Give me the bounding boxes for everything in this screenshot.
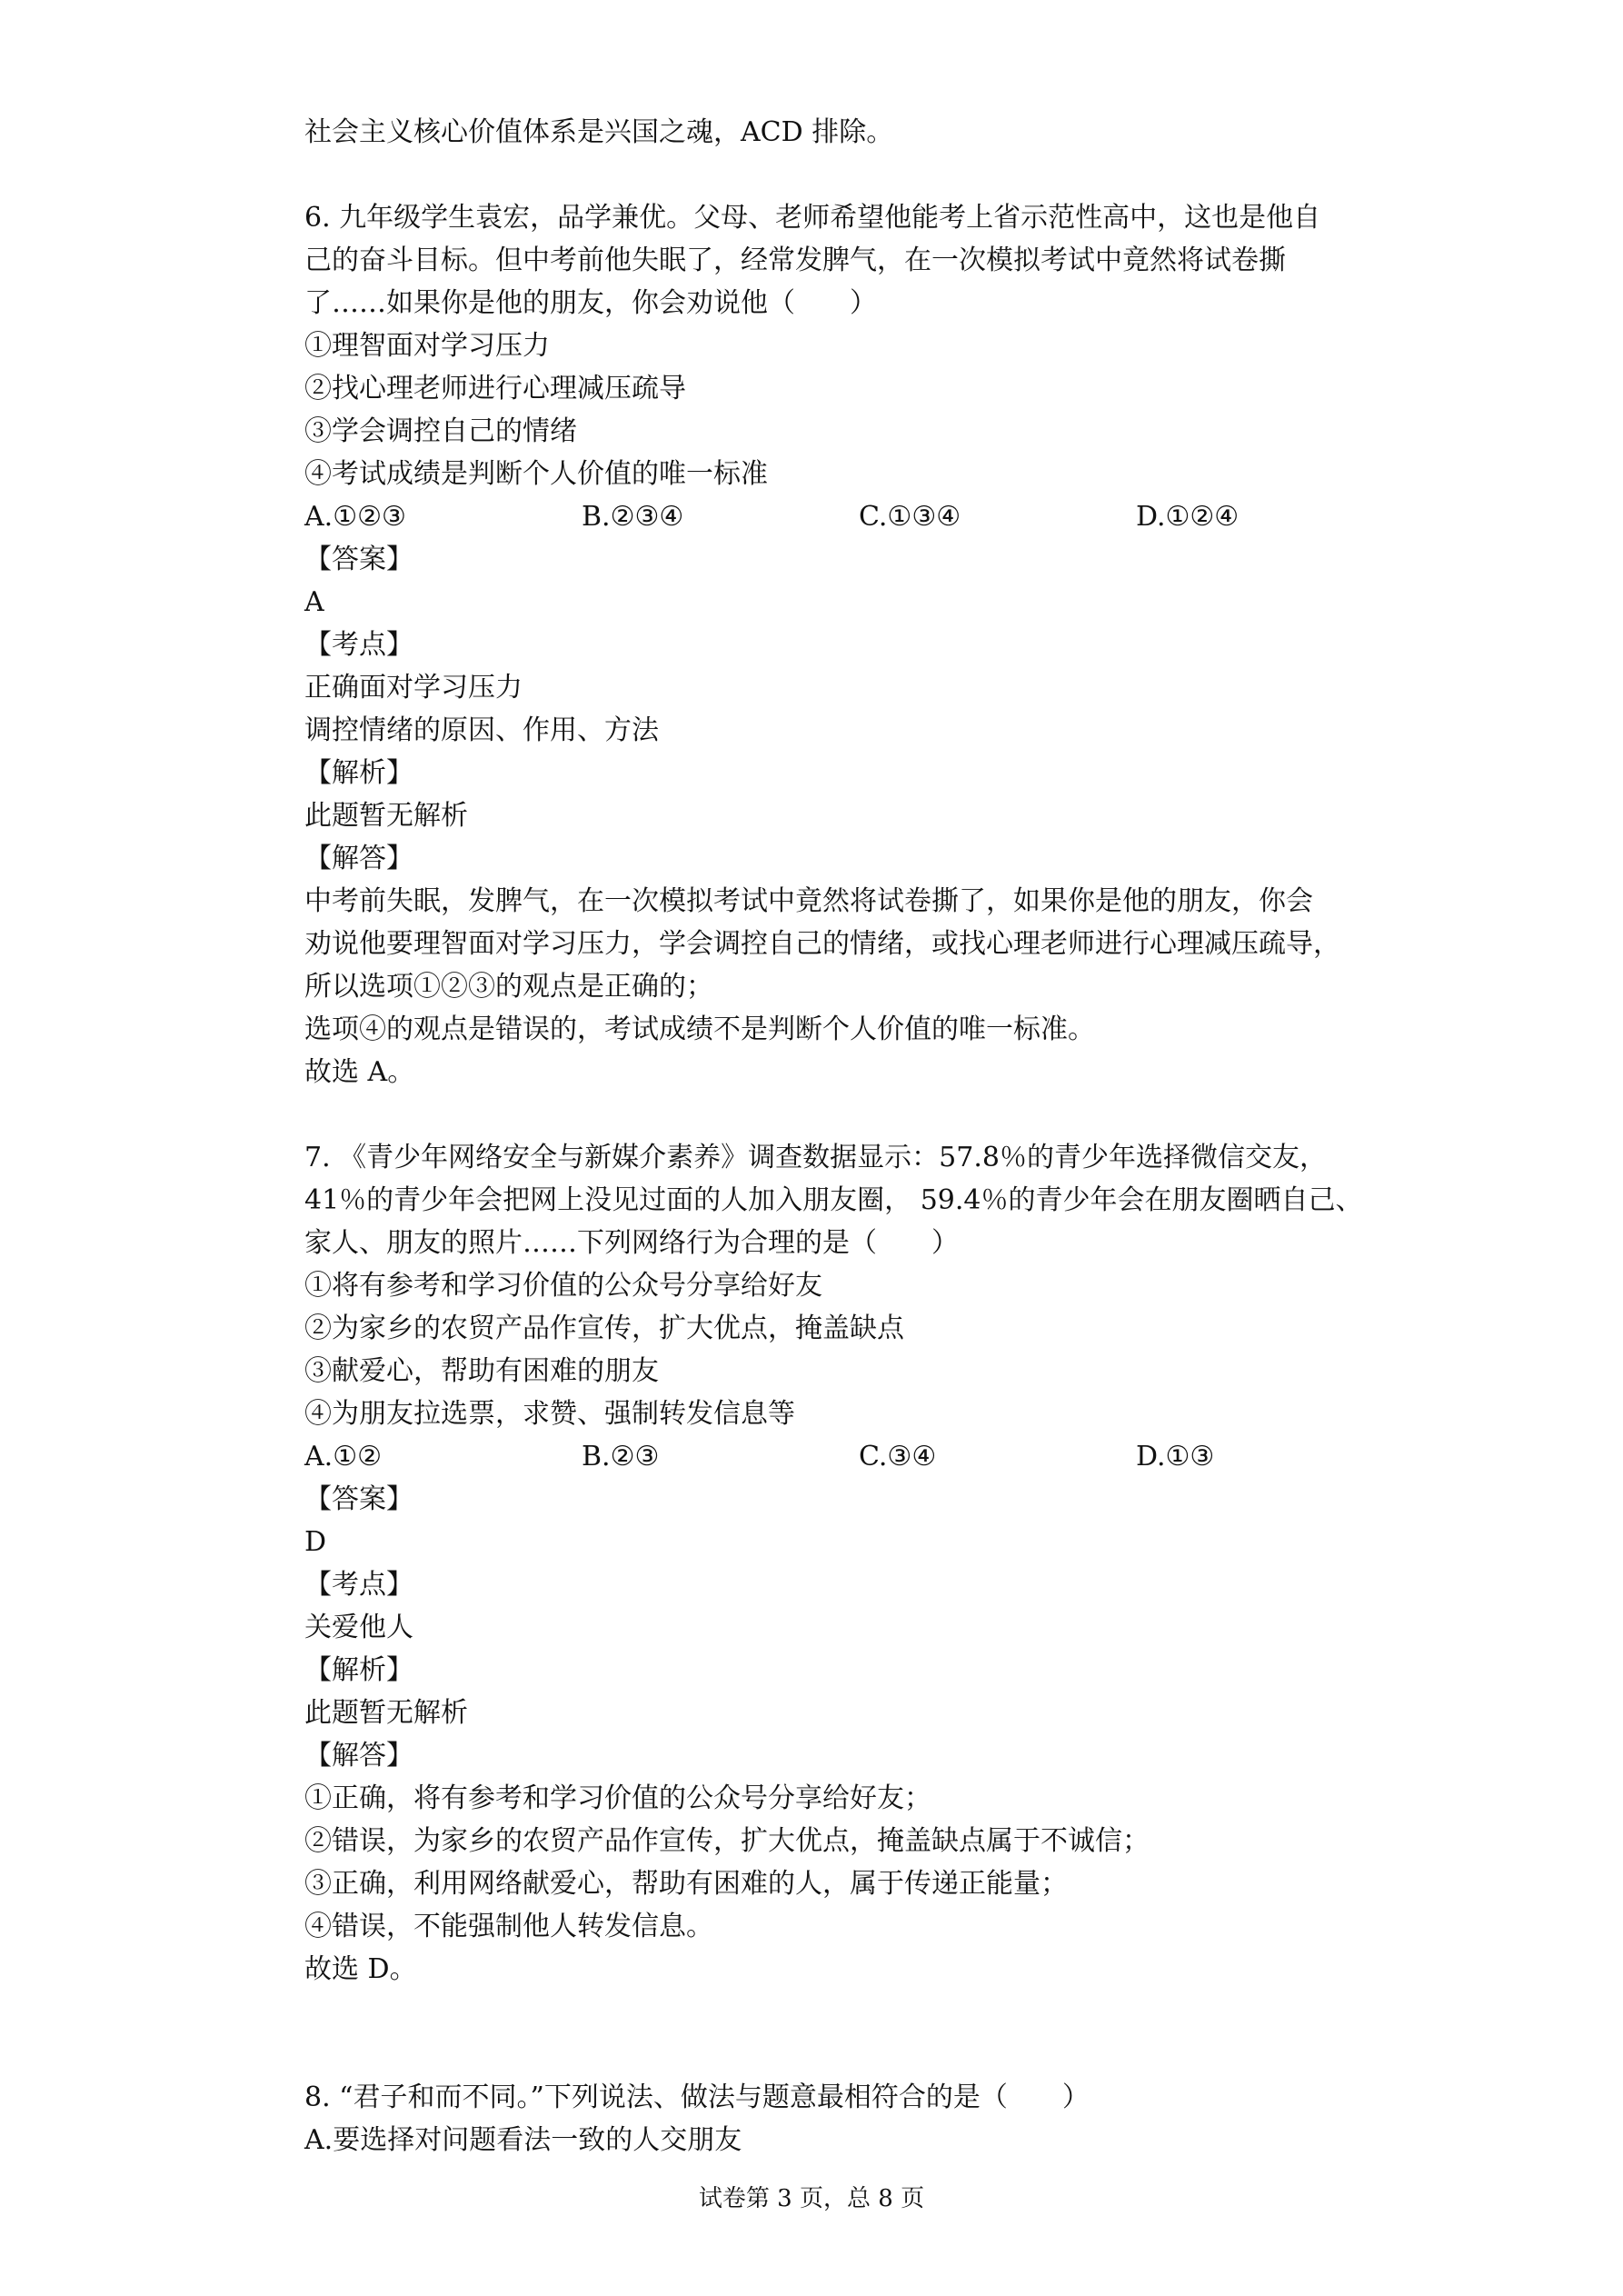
question-stem-line: 7. 《青少年网络安全与新媒介素养》调查数据显示：57.8％的青少年选择微信交友， xyxy=(304,1142,1327,1173)
question-stem-line: 41％的青少年会把网上没见过面的人加入朋友圈， 59.4％的青少年会在朋友圈晒自己、 xyxy=(304,1184,1363,1216)
option-c: C.③④ xyxy=(859,1441,937,1472)
statement-item: ③献爱心，帮助有困难的朋友 xyxy=(304,1355,659,1387)
solution-heading: 【解答】 xyxy=(304,843,413,874)
question-8 xyxy=(304,2076,1422,2161)
option-a: A.要选择对问题看法一致的人交朋友 xyxy=(304,2124,742,2156)
answer-options xyxy=(304,495,1422,538)
knowledge-point-heading: 【考点】 xyxy=(304,629,413,661)
answer-value: D xyxy=(304,1526,327,1558)
question-stem-line: 家人、朋友的照片……下列网络行为合理的是（ ） xyxy=(304,1227,959,1259)
page-footer: 试卷第 3 页，总 8 页 xyxy=(698,2185,925,2212)
statement-item: ④考试成绩是判断个人价值的唯一标准 xyxy=(304,458,768,490)
solution-line: ②错误，为家乡的农贸产品作宣传，扩大优点，掩盖缺点属于不诚信； xyxy=(304,1825,1150,1857)
option-a: A.①②③ xyxy=(304,501,406,533)
option-c: C.①③④ xyxy=(859,501,961,533)
question-stem-line: 6. 九年级学生袁宏，品学兼优。父母、老师希望他能考上省示范性高中，这也是他自 xyxy=(304,202,1321,234)
solution-line: 中考前失眠，发脾气，在一次模拟考试中竟然将试卷撕了，如果你是他的朋友，你会 xyxy=(304,885,1313,917)
solution-line: 劝说他要理智面对学习压力，学会调控自己的情绪，或找心理老师进行心理减压疏导， xyxy=(304,928,1340,960)
statement-item: ②为家乡的农贸产品作宣传，扩大优点，掩盖缺点 xyxy=(304,1313,904,1344)
answer-value: A xyxy=(304,586,324,618)
solution-line: ①正确，将有参考和学习价值的公众号分享给好友； xyxy=(304,1782,931,1814)
solution-line: 故选 D。 xyxy=(304,1953,417,1985)
analysis-heading: 【解析】 xyxy=(304,757,413,789)
answer-heading: 【答案】 xyxy=(304,544,413,575)
option-a: A.①② xyxy=(304,1441,382,1472)
knowledge-point-heading: 【考点】 xyxy=(304,1569,413,1601)
option-d: D.①②④ xyxy=(1136,501,1240,533)
previous-question-tail: 社会主义核心价值体系是兴国之魂，ACD 排除。 xyxy=(304,116,894,148)
question-7 xyxy=(304,1136,1422,1991)
analysis-heading: 【解析】 xyxy=(304,1654,413,1686)
answer-heading: 【答案】 xyxy=(304,1483,413,1515)
option-d: D.①③ xyxy=(1136,1441,1215,1472)
statement-item: ④为朋友拉选票，求赞、强制转发信息等 xyxy=(304,1398,795,1430)
knowledge-point: 调控情绪的原因、作用、方法 xyxy=(304,714,659,746)
statement-item: ①将有参考和学习价值的公众号分享给好友 xyxy=(304,1270,822,1302)
solution-line: 所以选项①②③的观点是正确的； xyxy=(304,971,713,1003)
analysis-text: 此题暂无解析 xyxy=(304,800,468,832)
statement-item: ②找心理老师进行心理减压疏导 xyxy=(304,373,686,404)
statement-item: ③学会调控自己的情绪 xyxy=(304,415,577,447)
solution-line: ③正确，利用网络献爱心，帮助有困难的人，属于传递正能量； xyxy=(304,1868,1068,1900)
question-stem-line: 己的奋斗目标。但中考前他失眠了，经常发脾气，在一次模拟考试中竟然将试卷撕 xyxy=(304,245,1286,276)
document-page xyxy=(304,111,1422,2161)
statement-item: ①理智面对学习压力 xyxy=(304,330,550,362)
question-stem-line: 了……如果你是他的朋友，你会劝说他（ ） xyxy=(304,287,877,319)
solution-line: 故选 A。 xyxy=(304,1056,415,1088)
knowledge-point: 关爱他人 xyxy=(304,1612,413,1643)
question-6 xyxy=(304,196,1422,1093)
knowledge-point: 正确面对学习压力 xyxy=(304,672,523,704)
solution-line: ④错误，不能强制他人转发信息。 xyxy=(304,1911,713,1942)
option-b: B.②③④ xyxy=(582,501,684,533)
analysis-text: 此题暂无解析 xyxy=(304,1697,468,1729)
question-stem-line: 8. “君子和而不同。”下列说法、做法与题意最相符合的是（ ） xyxy=(304,2081,1090,2113)
answer-options xyxy=(304,1435,1422,1478)
solution-line: 选项④的观点是错误的，考试成绩不是判断个人价值的唯一标准。 xyxy=(304,1013,1095,1045)
option-b: B.②③ xyxy=(582,1441,660,1472)
solution-heading: 【解答】 xyxy=(304,1740,413,1772)
